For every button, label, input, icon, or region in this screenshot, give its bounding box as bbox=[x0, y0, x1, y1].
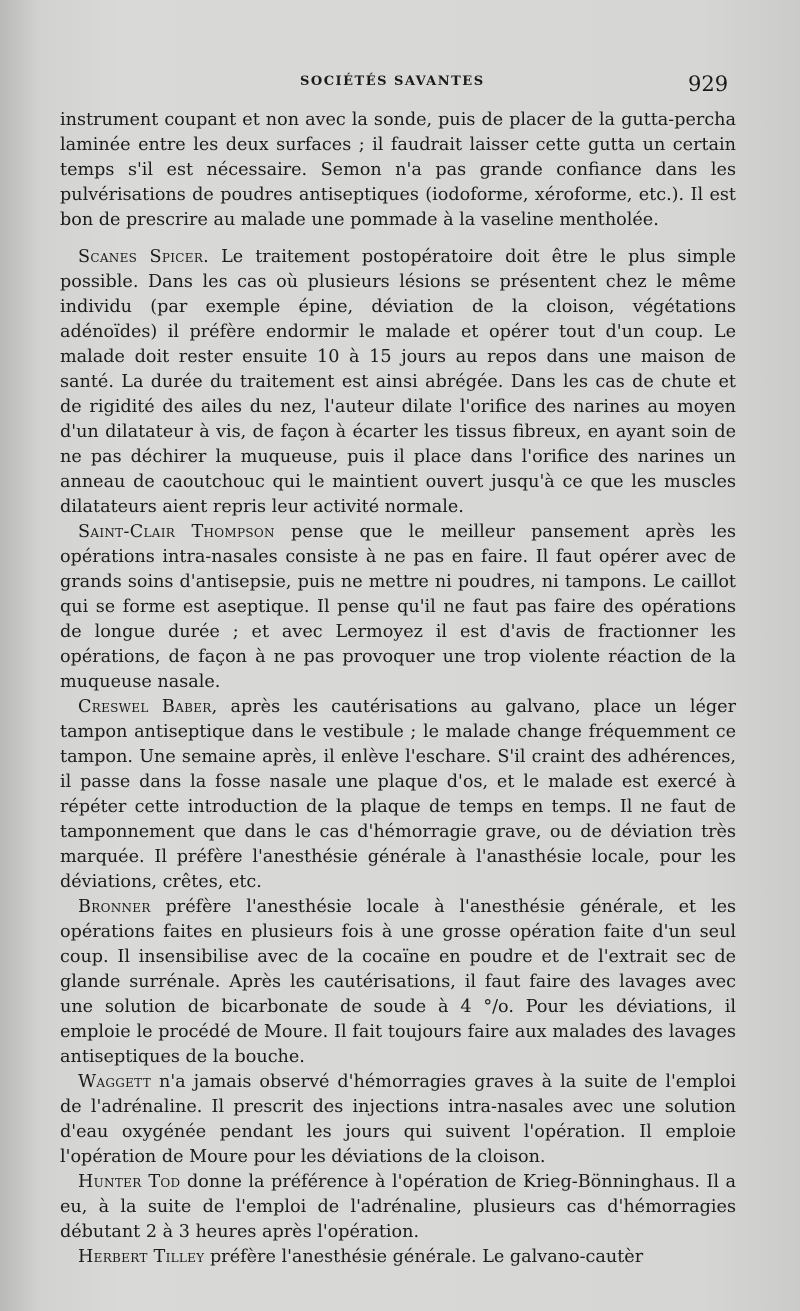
paragraph bbox=[60, 895, 736, 1070]
paragraph bbox=[60, 245, 736, 520]
paragraph bbox=[60, 520, 736, 695]
paragraph bbox=[60, 1170, 736, 1245]
paragraph-text: préfère l'anesthésie générale. Le galvano-cautèr bbox=[210, 1247, 644, 1267]
speaker-name: Creswel Baber, bbox=[78, 697, 218, 717]
body-text bbox=[60, 108, 736, 1270]
speaker-name: Herbert Tilley bbox=[78, 1247, 205, 1267]
paragraph-text: n'a jamais observé d'hémorragies graves à la suite de l'emploi de l'adrénaline. Il prescrit des injections intra-nasales avec une solution d'eau oxygénée pendant les jours qui suivent l'opération. Il emploie l'opération de Moure pour les déviations de la cloison. bbox=[60, 1072, 736, 1167]
paragraph-text: instrument coupant et non avec la sonde, puis de placer de la gutta-percha laminée entre les deux surfaces ; il faudrait laisser cette gutta un certain temps s'il est nécessaire. Semon n'a pas grande confiance dans les pulvérisations de poudres antiseptiques (iodoforme, xéroforme, etc.). Il est bon de prescrire au malade une pommade à la vaseline mentholée. bbox=[60, 110, 736, 230]
running-title: SOCIÉTÉS SAVANTES bbox=[300, 74, 485, 89]
speaker-name: Bronner bbox=[78, 897, 151, 917]
paragraph-text: pense que le meilleur pansement après les opérations intra-nasales consiste à ne pas en faire. Il faut opérer avec de grands soins d'antisepsie, puis ne mettre ni poudres, ni tampons. Le caillot qui se forme est aseptique. Il pense qu'il ne faut pas faire des opérations de longue durée ; et avec Lermoyez il est d'avis de fractionner les opérations, de façon à ne pas provoquer une trop violente réaction de la muqueuse nasale. bbox=[60, 522, 736, 692]
paragraph bbox=[60, 108, 736, 233]
paragraph bbox=[60, 695, 736, 895]
paragraph-text: après les cautérisations au galvano, place un léger tampon antiseptique dans le vestibule ; le malade change fréquemment ce tampon. Une semaine après, il enlève l'eschare. S'il craint des adhérences, il passe dans la fosse nasale une plaque d'os, et le malade est exercé à répéter cette introduction de la plaque de temps en temps. Il ne faut de tamponnement que dans le cas d'hémorragie grave, ou de déviation très marquée. Il préfère l'anesthésie générale à l'anasthésie locale, pour les déviations, crêtes, etc. bbox=[60, 697, 736, 892]
speaker-name: Waggett bbox=[78, 1072, 152, 1092]
speaker-name: Hunter Tod bbox=[78, 1172, 181, 1192]
paragraph bbox=[60, 1245, 736, 1270]
speaker-name: Saint-Clair Thompson bbox=[78, 522, 275, 542]
paragraph-text: Le traitement postopératoire doit être le plus simple possible. Dans les cas où plusieurs lésions se présentent chez le même individu (par exemple épine, déviation de la cloison, végétations adénoïdes) il préfère endormir le malade et opérer tout d'un coup. Le malade doit rester ensuite 10 à 15 jours au repos dans une maison de santé. La durée du traitement est ainsi abrégée. Dans les cas de chute et de rigidité des ailes du nez, l'auteur dilate l'orifice des narines au moyen d'un dilatateur à vis, de façon à écarter les tissus fibreux, en ayant soin de ne pas déchirer la muqueuse, puis il place dans l'orifice des narines un anneau de caoutchouc qui le maintient ouvert jusqu'à ce que les muscles dilatateurs aient repris leur activité normale. bbox=[60, 247, 736, 517]
page-number: 929 bbox=[688, 72, 729, 96]
paragraph bbox=[60, 1070, 736, 1170]
speaker-name: Scanes Spicer. bbox=[78, 247, 210, 267]
paragraph-text: préfère l'anesthésie locale à l'anesthésie générale, et les opérations faites en plusieurs fois à une grosse opération faite d'un seul coup. Il insensibilise avec de la cocaïne en poudre et de l'extrait sec de glande surrénale. Après les cautérisations, il faut faire des lavages avec une solution de bicarbonate de soude à 4 °/o. Pour les déviations, il emploie le procédé de Moure. Il fait toujours faire aux malades des lavages antiseptiques de la bouche. bbox=[60, 897, 737, 1067]
paragraph-text: donne la préférence à l'opération de Krieg-Bönninghaus. Il a eu, à la suite de l'emploi de l'adrénaline, plusieurs cas d'hémorragies débutant 2 à 3 heures après l'opération. bbox=[60, 1172, 737, 1242]
